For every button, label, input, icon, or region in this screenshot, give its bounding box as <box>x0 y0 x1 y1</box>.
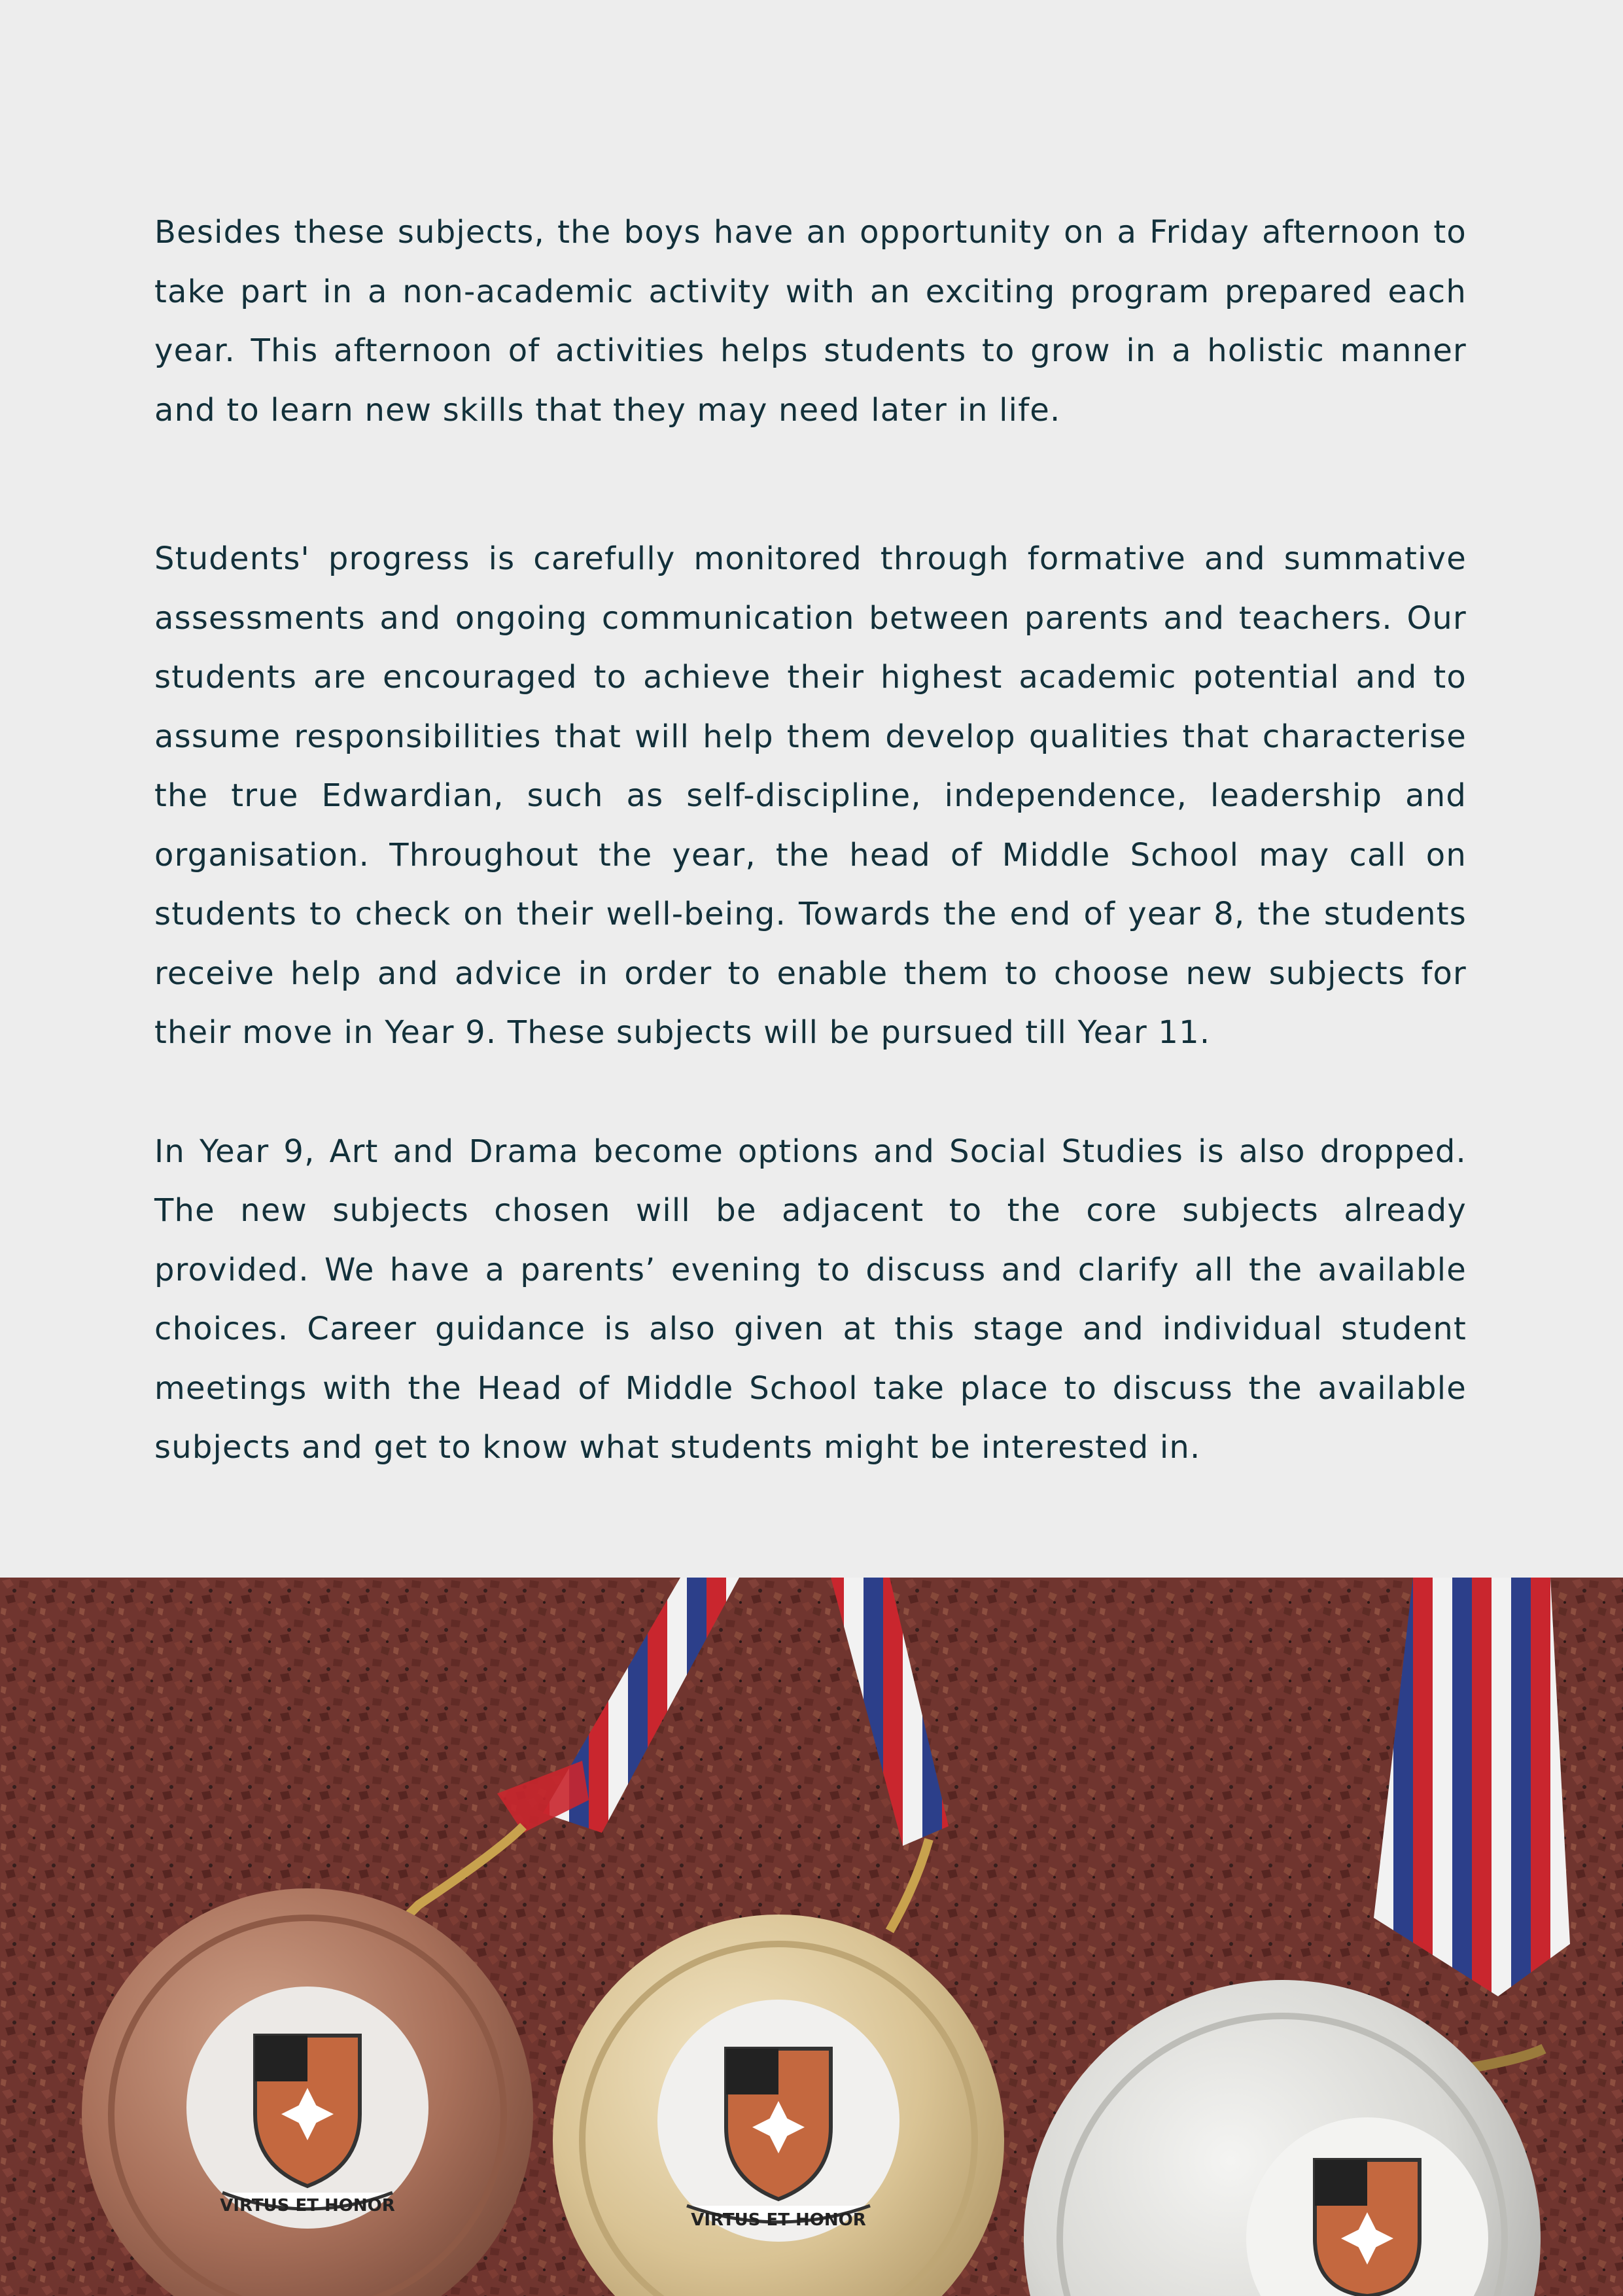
medals-photo <box>0 1578 1623 2296</box>
gold-motto: VIRTUS ET HONOR <box>691 2210 866 2230</box>
bronze-motto: VIRTUS ET HONOR <box>220 2196 395 2216</box>
paragraph-activities: Besides these subjects, the boys have an opportunity on a Friday afternoon to take part in a non-academic activity with an exciting program prepared each year. This afternoon of activities helps students to grow in a holistic manner and to learn new skills that they may need later in life. <box>154 214 1467 429</box>
body-text <box>154 203 1467 1477</box>
paragraph-year-9: In Year 9, Art and Drama become options and Social Studies is also dropped. The new subjects chosen will be adjacent to the core subjects already provided. We have a parents’ evening to discuss and clarify all the available choices. Career guidance is also given at this stage and individual student meetings with the Head of Middle School take place to discuss the available subjects and get to know what students might be interested in. <box>154 1133 1467 1466</box>
paragraph-progress: Students' progress is carefully monitored through formative and summative assessments and ongoing communication between parents and teachers. Our students are encouraged to achieve their highest academic potential and to assume responsibilities that will help them develop qualities that characterise the true Edwardian, such as self-discipline, independence, leadership and organisation. Throughout the year, the head of Middle School may call on students to check on their well-being. Towards the end of year 8, the students receive help and advice in order to enable them to choose new subjects for their move in Year 9. These subjects will be pursued till Year 11. <box>154 540 1467 1051</box>
